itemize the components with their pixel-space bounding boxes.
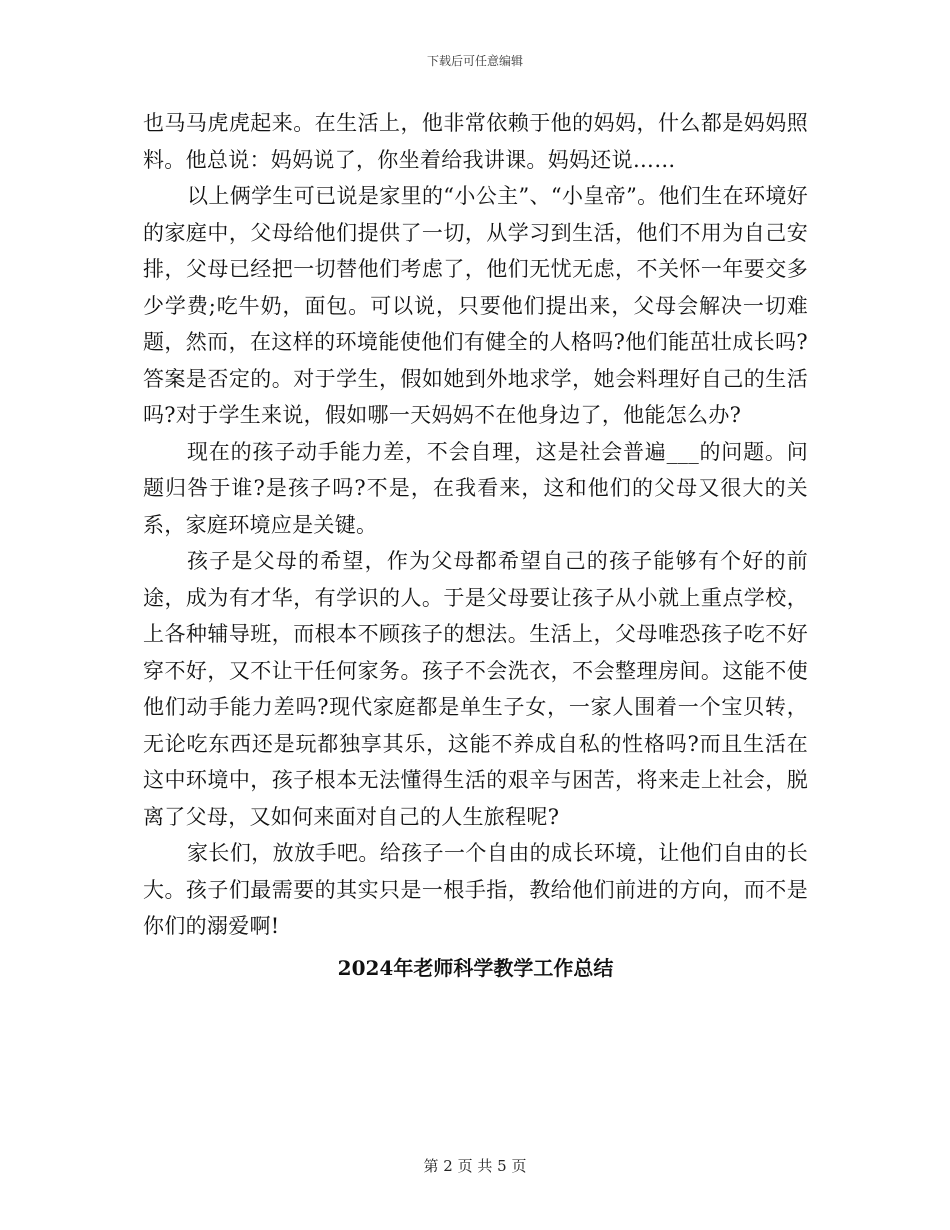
paragraph-students-pampered: 以上俩学生可已说是家里的“小公主”、“小皇帝”。他们生在环境好的家庭中，父母给他们提供了一切，从学习到生活，他们不用为自己安排，父母已经把一切替他们考虑了，他们无忧无虑，不关怀一年要交多少学费;吃牛奶，面包。可以说，只要他们提出来，父母会解决一切难题，然而，在这样的环境能使他们有健全的人格吗?他们能茁壮成长吗?答案是否定的。对于学生，假如她到外地求学，她会料理好自己的生活吗?对于学生来说，假如哪一天妈妈不在他身边了，他能怎么办?: [143, 184, 808, 427]
paragraph-continuation: 也马马虎虎起来。在生活上，他非常依赖于他的妈妈，什么都是妈妈照料。他总说：妈妈说了，你坐着给我讲课。妈妈还说……: [143, 111, 808, 172]
paragraph-parents-hope: 孩子是父母的希望，作为父母都希望自己的孩子能够有个好的前途，成为有才华，有学识的人。于是父母要让孩子从小就上重点学校，上各种辅导班，而根本不顾孩子的想法。生活上，父母唯恐孩子吃不好穿不好，又不让干任何家务。孩子不会洗衣，不会整理房间。这能不使他们动手能力差吗?现代家庭都是单生子女，一家人围着一个宝贝转，无论吃东西还是玩都独享其乐，这能不养成自私的性格吗?而且生活在这中环境中，孩子根本无法懂得生活的艰辛与困苦，将来走上社会，脱离了父母，又如何来面对自己的人生旅程呢?: [143, 549, 808, 829]
page-header-note: 下载后可任意编辑: [426, 54, 523, 68]
page-number: 第 2 页 共 5 页: [423, 1157, 527, 1175]
paragraph-self-care: 现在的孩子动手能力差，不会自理，这是社会普遍___的问题。问题归咎于谁?是孩子吗?不是，在我看来，这和他们的父母又很大的关系，家庭环境应是关键。: [143, 439, 808, 537]
document-body: [143, 105, 808, 986]
paragraph-conclusion: 家长们，放放手吧。给孩子一个自由的成长环境，让他们自由的长大。孩子们最需要的其实只是一根手指，教给他们前进的方向，而不是你们的溺爱啊!: [143, 841, 808, 938]
section-title: 2024年老师科学教学工作总结: [337, 955, 614, 980]
